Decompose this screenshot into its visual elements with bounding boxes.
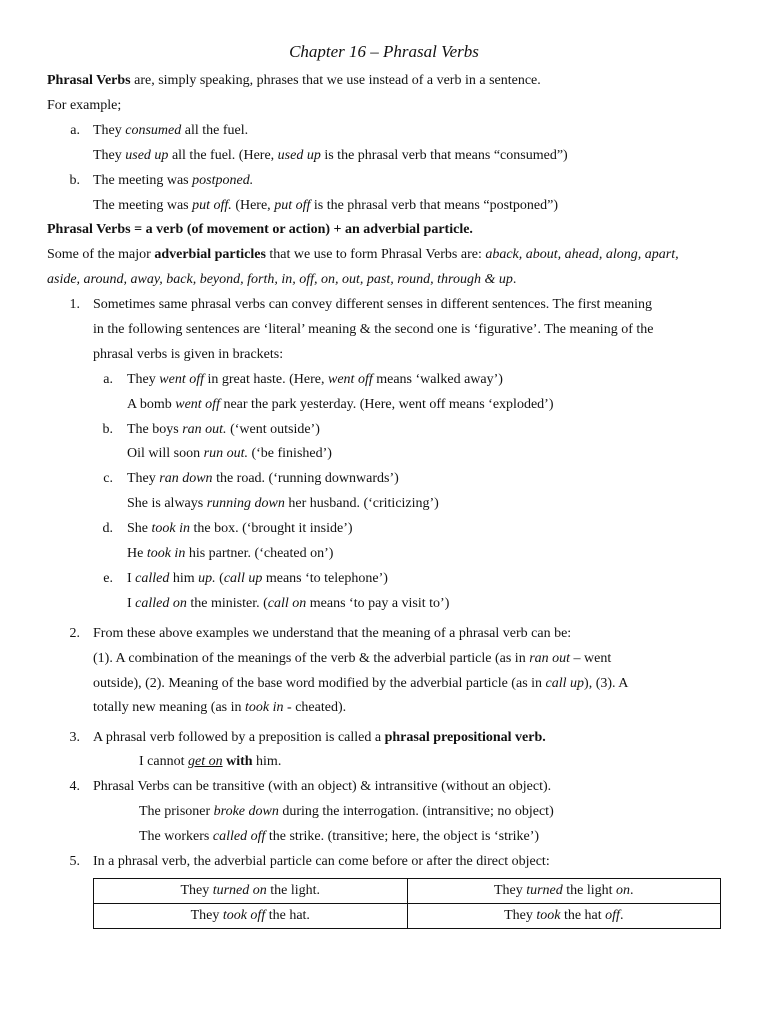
- text-run: The prisoner: [139, 804, 214, 819]
- paragraph-line: phrasal verbs is given in brackets:: [93, 347, 284, 362]
- table-cell: [407, 904, 721, 929]
- text-run: The boys: [127, 422, 183, 437]
- phrasal-verb: turned: [526, 883, 563, 898]
- text-run: him: [169, 571, 199, 586]
- text-run: his partner. (‘cheated on’): [185, 546, 334, 561]
- text-run: (‘went outside’): [226, 422, 320, 437]
- text-run: She is always: [127, 496, 207, 511]
- intro-line: [47, 72, 541, 90]
- text-run: (‘be finished’): [247, 446, 332, 461]
- paragraph-line: [93, 650, 611, 668]
- phrasal-verb: went off: [159, 372, 204, 387]
- example-line: [93, 197, 558, 215]
- page-title: Chapter 16 – Phrasal Verbs: [289, 42, 479, 61]
- text-run: .: [619, 908, 624, 923]
- text-run: outside), (2). Meaning of the base word modified by the adverbial particle (as in: [93, 676, 546, 691]
- paragraph-line: [93, 675, 628, 693]
- text-run: the minister. (: [186, 596, 268, 611]
- text-run: The workers: [139, 829, 213, 844]
- example-line: [93, 122, 248, 140]
- phrasal-verb: consumed: [125, 123, 182, 138]
- indented-example: [139, 753, 281, 771]
- paragraph-line: From these above examples we understand that the meaning of a phrasal verb can be:: [93, 626, 572, 641]
- sub-example: [127, 520, 353, 538]
- example-line: [93, 147, 568, 165]
- phrasal-verb: call up: [223, 571, 263, 586]
- particles-line: [47, 271, 516, 289]
- text-run: totally new meaning (as in: [93, 700, 246, 715]
- phrasal-verb: took in: [146, 546, 186, 561]
- phrasal-verb: postponed.: [192, 173, 254, 188]
- text-run: her husband. (‘criticizing’): [284, 496, 439, 511]
- sub-example: [127, 421, 320, 439]
- text-run: the hat.: [265, 908, 310, 923]
- text-run: - cheated).: [283, 700, 347, 715]
- paragraph-line: [93, 699, 346, 717]
- list-number: 3.: [69, 730, 80, 745]
- text-run: They: [493, 883, 527, 898]
- list-number: 4.: [69, 779, 80, 794]
- text-run: Some of the major: [47, 247, 155, 262]
- text-run: They: [127, 372, 160, 387]
- example-marker: a.: [70, 123, 80, 138]
- text-run: The meeting was: [93, 173, 193, 188]
- text-run: ), (3). A: [584, 676, 629, 691]
- for-example: For example;: [47, 98, 122, 113]
- text-run: A bomb: [127, 397, 176, 412]
- text-run: means ‘walked away’): [372, 372, 503, 387]
- list-number: 2.: [69, 626, 80, 641]
- sub-example: [127, 570, 388, 588]
- text-run: the road. (‘running downwards’): [212, 471, 399, 486]
- phrasal-verb: used up: [277, 148, 321, 163]
- phrasal-verb: called: [135, 571, 170, 586]
- paragraph-line: in the following sentences are ‘literal’ meaning & the second one is ‘figurative’. The meaning of the: [93, 322, 654, 337]
- phrasal-verb: turned on: [212, 883, 267, 898]
- sub-marker: e.: [103, 571, 113, 586]
- phrasal-verb: run out.: [203, 446, 248, 461]
- phrasal-verb: took in: [245, 700, 284, 715]
- text-run: They: [93, 123, 126, 138]
- paragraph-line: Sometimes same phrasal verbs can convey different senses in different sentences. The first meaning: [93, 297, 653, 312]
- particles-line: [47, 246, 679, 264]
- list-number: 5.: [69, 854, 80, 869]
- phrasal-verb: called on: [135, 596, 187, 611]
- sub-marker: d.: [102, 521, 113, 536]
- phrasal-verb: off: [605, 908, 620, 923]
- text-run: during the interrogation. (intransitive; no object): [278, 804, 554, 819]
- text-run: I cannot: [139, 754, 188, 769]
- text-run: all the fuel.: [181, 123, 249, 138]
- text-run: the light: [562, 883, 617, 898]
- table-cell: [407, 879, 721, 904]
- text-run: means ‘to pay a visit to’): [306, 596, 450, 611]
- text-run: him.: [252, 754, 282, 769]
- paragraph-line: In a phrasal verb, the adverbial particle can come before or after the direct object:: [93, 854, 550, 869]
- text-run: is the phrasal verb that means “consumed”): [320, 148, 568, 163]
- phrasal-verb: ran down: [159, 471, 213, 486]
- sub-example: [127, 445, 332, 463]
- text-run: .: [512, 272, 517, 287]
- table-cell: [94, 879, 408, 904]
- example-line: [93, 172, 253, 190]
- intro-rest: are, simply speaking, phrases that we use instead of a verb in a sentence.: [130, 73, 541, 88]
- example-table: [93, 878, 721, 929]
- text-run: They: [180, 883, 213, 898]
- paragraph-line: Phrasal Verbs can be transitive (with an object) & intransitive (without an object).: [93, 779, 552, 794]
- phrasal-verb: call up: [545, 676, 585, 691]
- table-cell: [94, 904, 408, 929]
- text-run: Oil will soon: [127, 446, 204, 461]
- particle-list: aside, around, away, back, beyond, forth, in, off, on, out, past, round, through & up: [47, 272, 513, 287]
- text-run: near the park yesterday. (Here, went off means ‘exploded’): [219, 397, 554, 412]
- phrasal-verb: took: [536, 908, 561, 923]
- text-run: I: [127, 571, 136, 586]
- text-run: (1). A combination of the meanings of the verb & the adverbial particle (as in: [93, 651, 530, 666]
- phrasal-verb: call on: [267, 596, 307, 611]
- text-run: I: [127, 596, 136, 611]
- text-run: all the fuel. (Here,: [168, 148, 278, 163]
- text-run: .: [630, 883, 634, 898]
- phrasal-verb: called off: [212, 829, 266, 844]
- phrasal-verb: put off.: [192, 198, 232, 213]
- phrasal-verb: broke down: [213, 804, 279, 819]
- table-row: [94, 879, 721, 904]
- text-run: the light.: [266, 883, 321, 898]
- text-run: means ‘to telephone’): [262, 571, 388, 586]
- sub-example: [127, 470, 399, 488]
- indented-example: [139, 803, 554, 821]
- bold-term: phrasal prepositional verb.: [384, 730, 546, 745]
- phrasal-verb: ran out: [529, 651, 571, 666]
- text-run: She: [127, 521, 152, 536]
- phrasal-verb: put off: [274, 198, 311, 213]
- text-run: They: [127, 471, 160, 486]
- indented-example: [139, 828, 539, 846]
- table-row: [94, 904, 721, 929]
- bold-term: with: [226, 754, 253, 769]
- text-run: He: [127, 546, 147, 561]
- phrasal-verb: took in: [151, 521, 190, 536]
- phrasal-verb: used up: [125, 148, 169, 163]
- sub-example: [127, 495, 439, 513]
- sub-marker: c.: [103, 471, 113, 486]
- sub-example: [127, 545, 333, 563]
- text-run: the hat: [560, 908, 606, 923]
- phrasal-verb: ran out.: [182, 422, 227, 437]
- sub-example: [127, 595, 449, 613]
- text-run: The meeting was: [93, 198, 193, 213]
- text-run: – went: [570, 651, 612, 666]
- particle-list: aback, about, ahead, along, apart,: [485, 247, 679, 262]
- definition: Phrasal Verbs = a verb (of movement or action) + an adverbial particle.: [47, 222, 473, 237]
- text-run: in great haste. (Here,: [204, 372, 328, 387]
- list-number: 1.: [69, 297, 80, 312]
- text-run: (Here,: [231, 198, 275, 213]
- phrasal-verb: get on: [187, 754, 223, 769]
- phrasal-verb: running down: [206, 496, 285, 511]
- text-run: the strike. (transitive; here, the object is ‘strike’): [265, 829, 540, 844]
- phrasal-verb: went off: [175, 397, 220, 412]
- paragraph-line: [93, 729, 546, 747]
- example-marker: b.: [69, 173, 80, 188]
- sub-marker: a.: [103, 372, 113, 387]
- phrasal-verb: up.: [198, 571, 216, 586]
- text-run: A phrasal verb followed by a preposition is called a: [93, 730, 385, 745]
- text-run: They: [504, 908, 537, 923]
- text-run: They: [190, 908, 223, 923]
- sub-example: [127, 371, 503, 389]
- text-run: that we use to form Phrasal Verbs are:: [265, 247, 486, 262]
- text-run: the box. (‘brought it inside’): [190, 521, 353, 536]
- phrasal-verb: went off: [328, 372, 373, 387]
- bold-term: adverbial particles: [154, 247, 266, 262]
- phrasal-verb: took off: [222, 908, 266, 923]
- phrasal-verb: on: [616, 883, 631, 898]
- sub-marker: b.: [102, 422, 113, 437]
- intro-term: Phrasal Verbs: [47, 73, 131, 88]
- text-run: (: [215, 571, 224, 586]
- text-run: They: [93, 148, 126, 163]
- text-run: is the phrasal verb that means “postponed”): [310, 198, 559, 213]
- sub-example: [127, 396, 554, 414]
